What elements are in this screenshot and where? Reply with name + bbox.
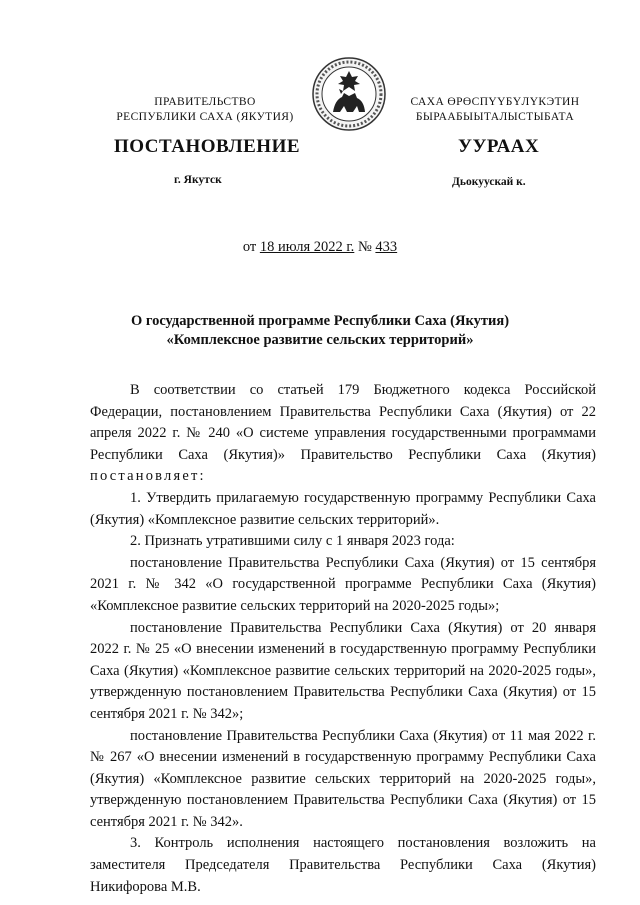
date-prefix: от: [242, 239, 260, 255]
document-date: 18 июля 2022 г.: [259, 239, 355, 255]
left-org-line2: РЕСПУБЛИКИ САХА (ЯКУТИЯ): [116, 111, 294, 123]
left-doc-type: ПОСТАНОВЛЕНИЕ: [114, 136, 301, 157]
right-org-line2: БЫРААБЫЫТАЛЫСТЫБАТА: [415, 111, 575, 123]
right-doc-type: УУРААХ: [458, 136, 540, 157]
document-body: [90, 380, 596, 898]
paragraph-3: 3. Контроль исполнения настоящего постановления возложить на заместителя Председателя Правительства Республики Саха (Якутия) Никифорова М.В.: [90, 835, 596, 895]
paragraph-1: 1. Утвердить прилагаемую государственную программу Республики Саха (Якутия) «Комплексное развитие сельских территорий».: [90, 489, 596, 528]
document-number: 433: [375, 239, 398, 255]
paragraph-2: 2. Признать утратившими силу с 1 января 2023 года:: [130, 533, 455, 550]
paragraph-2c: постановление Правительства Республики Саха (Якутия) от 11 мая 2022 г. № 267 «О внесении изменений в государственную программу Республики Саха (Якутия) «Комплексное развитие сельских территорий на 2020-2025 годы», утвержденную постановлением Правительства Республики Саха (Якутия) от 15 сентября 2021 г. № 342».: [90, 727, 596, 830]
left-org-line1: ПРАВИТЕЛЬСТВО: [154, 96, 256, 108]
date-line: [0, 239, 640, 256]
title-line2: «Комплексное развитие сельских территорий»: [166, 332, 474, 348]
right-org-line1: САХА ӨРӨСПҮҮБҮЛҮКЭТИН: [410, 96, 580, 108]
paragraph-2b: постановление Правительства Республики Саха (Якутия) от 20 января 2022 г. № 25 «О внесении изменений в государственную программу Республики Саха (Якутия) «Комплексное развитие сельских территорий на 2020-2025 годы», утвержденную постановлением Правительства Республики Саха (Якутия) от 15 сентября 2021 г. № 342»;: [90, 619, 596, 722]
resolves-word: постановляет:: [90, 468, 206, 485]
document-title: [0, 312, 640, 350]
intro-text: В соответствии со статьей 179 Бюджетного кодекса Российской Федерации, постановлением Правительства Республики Саха (Якутия) от 22 апреля 2022 г. № 240 «О системе управления государственными программами Республики Саха (Якутия)» Правительство Республики Саха (Якутия): [90, 382, 596, 463]
paragraph-2a: постановление Правительства Республики Саха (Якутия) от 15 сентября 2021 г. № 342 «О государственной программе Республики Саха (Якутия) «Комплексное развитие сельских территорий на 2020-2025 годы»;: [90, 554, 596, 614]
left-city: г. Якутск: [174, 174, 222, 186]
right-org-name: [395, 95, 595, 125]
title-line1: О государственной программе Республики Саха (Якутия): [130, 313, 510, 329]
right-city: Дьокуускай к.: [452, 176, 526, 188]
left-org-name: [100, 95, 310, 125]
number-sign: №: [354, 239, 376, 255]
coat-of-arms-icon: [311, 56, 387, 132]
intro-paragraph: [90, 380, 596, 488]
